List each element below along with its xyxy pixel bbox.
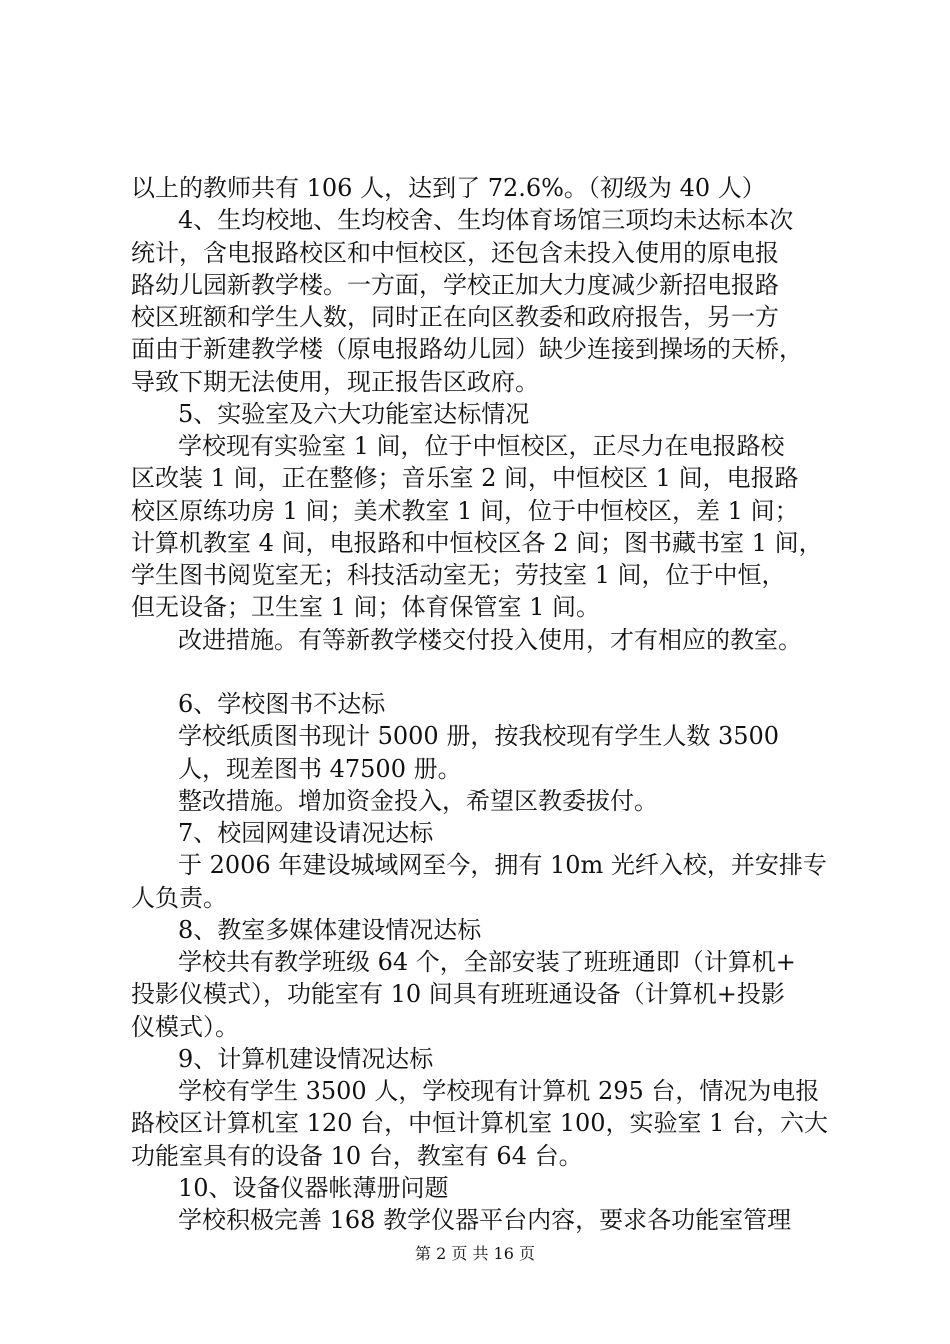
- body-line: 校区班额和学生人数，同时正在向区教委和政府报告，另一方: [131, 303, 779, 331]
- section-heading: 9、计算机建设情况达标: [178, 1045, 434, 1073]
- section-heading: 4、生均校地、生均校舍、生均体育场馆三项均未达标本次: [178, 206, 794, 234]
- body-line: 学校共有教学班级 64 个，全部安装了班班通即（计算机+: [178, 948, 796, 976]
- section-heading: 6、学校图书不达标: [178, 690, 386, 718]
- body-line: 但无设备；卫生室 1 间；体育保管室 1 间。: [131, 593, 601, 621]
- body-line: 学校纸质图书现计 5000 册，按我校现有学生人数 3500: [178, 722, 780, 750]
- section-heading: 7、校园网建设请况达标: [178, 819, 434, 847]
- body-line: 投影仪模式），功能室有 10 间具有班班通设备（计算机+投影: [131, 980, 785, 1008]
- body-line: 于 2006 年建设城域网至今，拥有 10m 光纤入校，并安排专: [178, 851, 827, 879]
- body-line: 校区原练功房 1 间；美术教室 1 间，位于中恒校区，差 1 间；: [131, 497, 799, 525]
- body-line: 统计，含电报路校区和中恒校区，还包含未投入使用的原电报: [131, 239, 779, 267]
- body-line: 改进措施。有等新教学楼交付投入使用，才有相应的教室。: [178, 626, 802, 654]
- body-line: 以上的教师共有 106 人，达到了 72.6%。（初级为 40 人）: [131, 174, 766, 202]
- body-line: 学校现有实验室 1 间，位于中恒校区，正尽力在电报路校: [178, 432, 785, 460]
- section-heading: 10、设备仪器帐薄册问题: [178, 1174, 449, 1202]
- body-line: 人，现差图书 47500 册。: [178, 755, 462, 783]
- body-line: 整改措施。增加资金投入，希望区教委拔付。: [178, 787, 658, 815]
- body-line: 计算机教室 4 间，电报路和中恒校区各 2 间；图书藏书室 1 间，: [131, 529, 823, 557]
- body-line: 区改装 1 间，正在整修；音乐室 2 间，中恒校区 1 间，电报路: [131, 464, 799, 492]
- body-line: 路校区计算机室 120 台，中恒计算机室 100，实验室 1 台，六大: [131, 1109, 829, 1137]
- page-footer: 第 2 页 共 16 页: [415, 1244, 535, 1263]
- body-line: 仪模式）。: [131, 1013, 239, 1041]
- body-line: 学校积极完善 168 教学仪器平台内容，要求各功能室管理: [178, 1206, 792, 1234]
- body-line: 路幼儿园新教学楼。一方面，学校正加大力度减少新招电报路: [131, 271, 779, 299]
- body-line: 人负责。: [131, 884, 227, 912]
- body-line: 功能室具有的设备 10 台，教室有 64 台。: [131, 1142, 583, 1170]
- section-heading: 5、实验室及六大功能室达标情况: [178, 400, 530, 428]
- body-line: 学校有学生 3500 人，学校现有计算机 295 台，情况为电报: [178, 1077, 820, 1105]
- section-heading: 8、教室多媒体建设情况达标: [178, 916, 482, 944]
- body-line: 面由于新建教学楼（原电报路幼儿园）缺少连接到操场的天桥，: [131, 335, 803, 363]
- body-line: 导致下期无法使用，现正报告区政府。: [131, 368, 539, 396]
- body-line: 学生图书阅览室无；科技活动室无；劳技室 1 间，位于中恒，: [131, 561, 786, 589]
